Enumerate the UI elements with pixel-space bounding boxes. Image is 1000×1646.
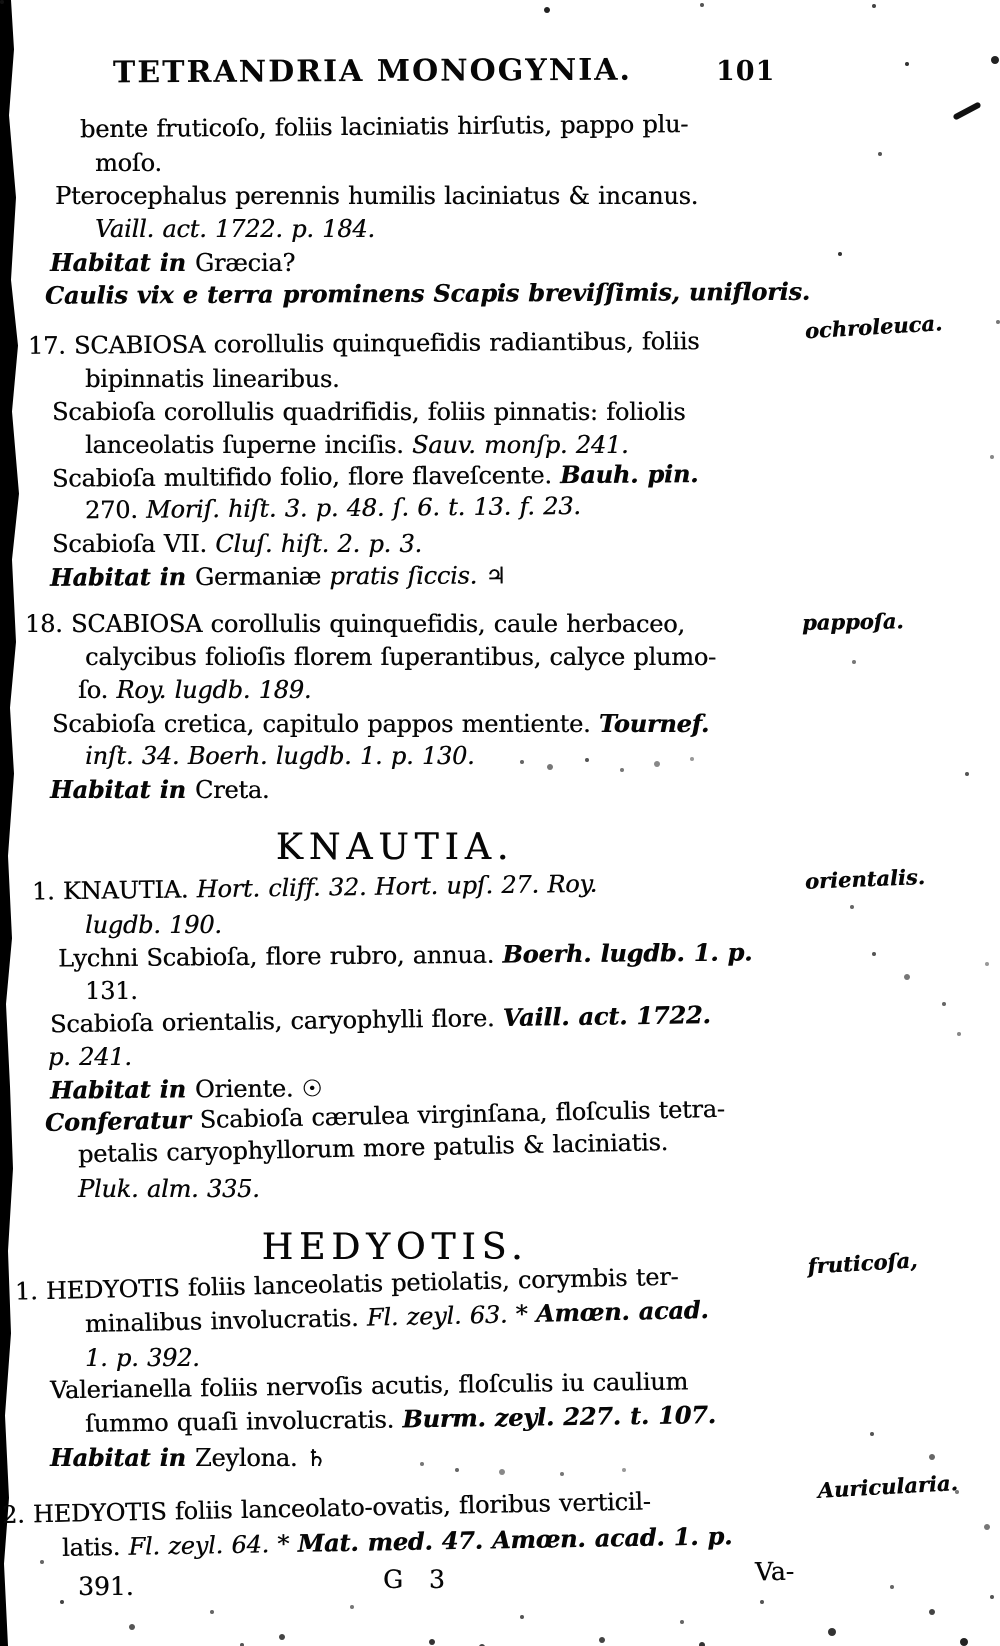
margin-note: Auricularia. — [816, 1470, 959, 1503]
text-line — [0, 608, 1000, 641]
text-run: Vaill. act. 1722. — [502, 1000, 711, 1032]
catchword: Va- — [754, 1556, 795, 1587]
duration-symbol: ♃ — [485, 563, 506, 590]
text-run: Roy. lugdb. 189. — [116, 676, 312, 704]
text-run: Germaniæ — [194, 562, 330, 591]
text-run: bipinnatis linearibus. — [85, 365, 340, 393]
text-run: Conferatur — [44, 1104, 200, 1138]
text-run: Fl. zeyl. 64. — [128, 1530, 278, 1561]
margin-note: orientalis. — [804, 863, 926, 894]
text-line — [0, 707, 1000, 740]
margin-note: fruticoſa, — [806, 1247, 918, 1279]
text-run: 18. SCABIOSA corollulis quinquefidis, caule herbaceo, — [25, 610, 685, 638]
text-run: Cluſ. hiſt. 2. p. 3. — [215, 530, 422, 558]
text-run: Boerh. lugdb. 1. p. — [502, 937, 753, 969]
text-line — [0, 773, 1000, 806]
text-line — [0, 274, 1000, 312]
text-run: moſo. — [95, 149, 162, 177]
text-run: lanceolatis ſuperne inciſis. — [85, 431, 413, 459]
text-run: p. 241. — [48, 1043, 132, 1071]
text-line — [0, 180, 1000, 213]
text-run: Græcia? — [194, 249, 296, 277]
text-run: Pterocephalus perennis humilis laciniatus & incanus. — [55, 182, 699, 210]
text-line — [0, 310, 1000, 363]
genus-heading: HEDYOTIS. — [261, 1227, 529, 1268]
duration-symbol: ♄ — [305, 1446, 327, 1472]
running-header-title: TETRANDRIA MONOGYNIA. — [112, 52, 633, 91]
text-run: Tournef. — [598, 709, 710, 738]
text-run: 1. KNAUTIA. — [31, 875, 197, 906]
text-run: Fl. zeyl. 63. — [366, 1300, 517, 1332]
text-run: Habitat in — [50, 248, 195, 277]
text-run: Scabioſa cretica, capitulo pappos mentiente. — [52, 710, 599, 738]
text-run: lugdb. 190. — [85, 911, 222, 939]
text-run: Hort. cliff. 32. Hort. upſ. 27. Roy. — [196, 869, 598, 904]
genus-heading: KNAUTIA. — [275, 827, 515, 868]
text-line — [0, 396, 1000, 429]
text-run: Vaill. act. 1722. p. 184. — [95, 215, 375, 243]
text-run: Scabioſa corollulis quadrifidis, foliis pinnatis: foliolis — [52, 398, 686, 426]
text-run: * — [277, 1529, 298, 1559]
text-line — [0, 674, 1000, 707]
text-run: pratis ſiccis. — [329, 561, 486, 591]
signature-mark: G 3 — [383, 1565, 454, 1594]
text-run: 17. SCABIOSA corollulis quinquefidis radiantibus, foliis — [27, 327, 700, 360]
text-line — [0, 862, 1000, 909]
text-line — [0, 641, 1000, 674]
text-line — [0, 363, 1000, 396]
text-run: Habitat in — [49, 1074, 196, 1105]
text-run: Caulis vix e terra prominens Scapis breviſſimis, unifloris. — [44, 276, 810, 310]
text-run: Scabioſa VII. — [52, 530, 216, 558]
text-run: calycibus folioſis florem ſuperantibus, calyce plumo- — [85, 643, 716, 671]
text-line — [0, 105, 1000, 147]
margin-note: pappoſa. — [801, 608, 904, 635]
text-run: Bauh. pin. — [560, 459, 699, 490]
text-run: Scabioſa multifido folio, flore flaveſcente. — [51, 461, 561, 493]
text-run: latis. — [61, 1532, 129, 1562]
text-run: Valerianella foliis nervoſis acutis, floſculis iu caulium — [49, 1367, 689, 1405]
text-run: Scabioſa cærulea virginſana, floſculis tetra- — [199, 1094, 725, 1134]
text-run: Habitat in — [49, 561, 196, 592]
text-run: Sauv. monſp. 241. — [412, 431, 629, 459]
text-run: Scabioſa orientalis, caryophylli flore. — [49, 1003, 504, 1039]
text-run: petalis caryophyllorum more patulis & laciniatis. — [77, 1128, 669, 1169]
text-run: bente fruticoſo, foliis laciniatis hirſutis, pappo plu- — [79, 109, 689, 144]
text-line — [0, 740, 1000, 773]
text-run: 1. p. 392. — [85, 1344, 200, 1372]
text-run: Habitat in — [50, 775, 195, 804]
text-run: inſt. 34. Boerh. lugdb. 1. p. 130. — [85, 742, 475, 770]
margin-note: ochroleuca. — [804, 310, 943, 344]
text-line — [0, 213, 1000, 246]
text-run: 270. — [84, 495, 147, 525]
text-run: ſummo quaſi involucratis. — [84, 1405, 403, 1438]
text-run: Lychni Scabioſa, flore rubro, annua. — [57, 940, 503, 973]
text-run: * — [515, 1299, 537, 1329]
text-run: Habitat in — [50, 1443, 195, 1472]
text-line — [0, 556, 1000, 594]
text-run: Moriſ. hiſt. 3. p. 48. ſ. 6. t. 13. f. 23. — [145, 491, 581, 524]
text-run: ſo. — [78, 676, 117, 704]
text-run: 131. — [85, 977, 138, 1005]
text-line — [0, 1441, 1000, 1474]
text-run: Pluk. alm. 335. — [78, 1175, 260, 1203]
text-run: minalibus involucratis. — [84, 1303, 368, 1339]
text-line — [0, 1173, 1000, 1206]
footer-page-ref: 391. — [78, 1572, 134, 1601]
text-line — [0, 147, 1000, 180]
text-run: Mat. med. 47. Amœn. acad. 1. p. — [297, 1521, 733, 1558]
text-run: Creta. — [194, 776, 270, 804]
duration-symbol: ☉ — [301, 1076, 323, 1103]
text-run: Oriente. — [194, 1074, 302, 1104]
text-run: 1. HEDYOTIS foliis lanceolatis petiolatis, corymbis ter- — [14, 1262, 679, 1306]
text-run: Burm. zeyl. 227. t. 107. — [402, 1400, 717, 1434]
text-run: Amœn. acad. — [535, 1294, 709, 1328]
text-run: 2. HEDYOTIS foliis lanceolato-ovatis, floribus verticil- — [1, 1487, 651, 1529]
page-number: 101 — [716, 56, 776, 87]
text-run: Zeylona. — [194, 1444, 306, 1472]
